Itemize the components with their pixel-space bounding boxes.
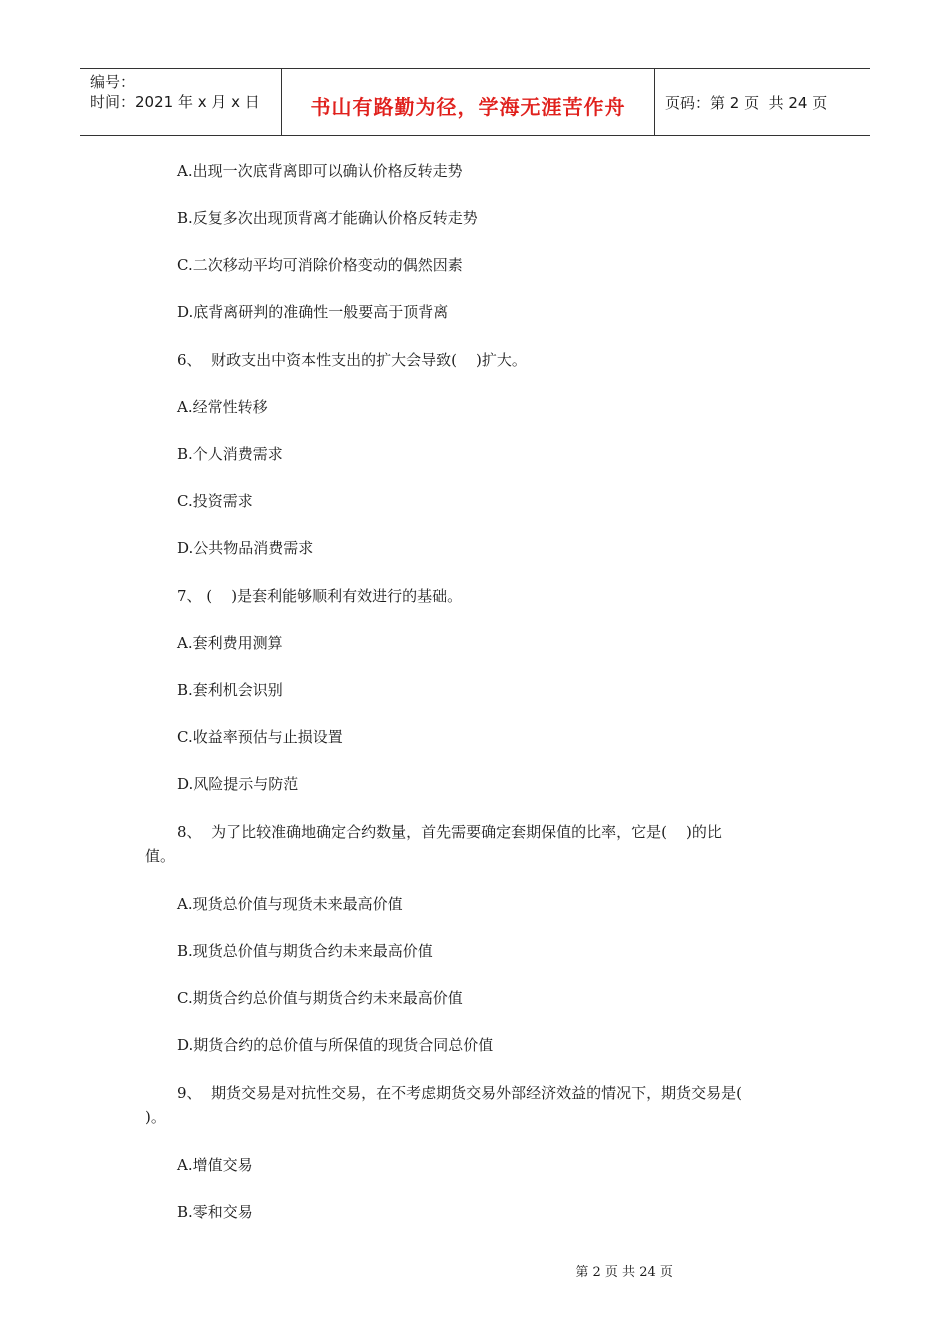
q6-option-d: D.公共物品消费需求 xyxy=(177,539,314,557)
header-page-info xyxy=(655,69,870,135)
question-6: 6、 财政支出中资本性支出的扩大会导致( )扩大。 xyxy=(177,351,527,369)
q6-option-a: A.经常性转移 xyxy=(177,398,268,416)
q5-option-c: C.二次移动平均可消除价格变动的偶然因素 xyxy=(177,256,463,274)
q5-option-b: B.反复多次出现顶背离才能确认价格反转走势 xyxy=(177,209,478,227)
q8-option-c: C.期货合约总价值与期货合约未来最高价值 xyxy=(177,989,463,1007)
header-motto: 书山有路勤为径，学海无涯苦作舟 xyxy=(282,69,655,135)
footer-page-number: 第 2 页 共 24 页 xyxy=(575,1265,673,1280)
q6-option-c: C.投资需求 xyxy=(177,492,253,510)
q7-option-b: B.套利机会识别 xyxy=(177,681,283,699)
page-footer xyxy=(0,1246,950,1280)
q8-option-d: D.期货合约的总价值与所保值的现货合同总价值 xyxy=(177,1036,494,1054)
doc-number-label: 编号： xyxy=(90,73,136,91)
q5-option-d: D.底背离研判的准确性一般要高于顶背离 xyxy=(177,303,449,321)
q7-option-a: A.套利费用测算 xyxy=(177,634,283,652)
question-8: 8、 为了比较准确地确定合约数量，首先需要确定套期保值的比率，它是( )的比 xyxy=(177,823,722,841)
q8-option-b: B.现货总价值与期货合约未来最高价值 xyxy=(177,942,433,960)
q9-option-b: B.零和交易 xyxy=(177,1203,253,1221)
question-8-continuation: 值。 xyxy=(145,847,176,865)
page-info-text: 页码：第 2 页 共 24 页 xyxy=(665,93,828,112)
question-9: 9、 期货交易是对抗性交易，在不考虑期货交易外部经济效益的情况下，期货交易是( xyxy=(177,1084,742,1102)
question-7: 7、 ( )是套利能够顺利有效进行的基础。 xyxy=(177,587,463,605)
q7-option-d: D.风险提示与防范 xyxy=(177,775,299,793)
document-header xyxy=(80,68,870,136)
q9-option-a: A.增值交易 xyxy=(177,1156,253,1174)
q6-option-b: B.个人消费需求 xyxy=(177,445,283,463)
question-9-continuation: )。 xyxy=(145,1108,166,1126)
q5-option-a: A.出现一次底背离即可以确认价格反转走势 xyxy=(177,162,463,180)
q8-option-a: A.现货总价值与现货未来最高价值 xyxy=(177,895,403,913)
q7-option-c: C.收益率预估与止损设置 xyxy=(177,728,343,746)
doc-time-label: 时间：2021 年 x 月 x 日 xyxy=(90,93,260,111)
header-meta xyxy=(80,69,282,135)
